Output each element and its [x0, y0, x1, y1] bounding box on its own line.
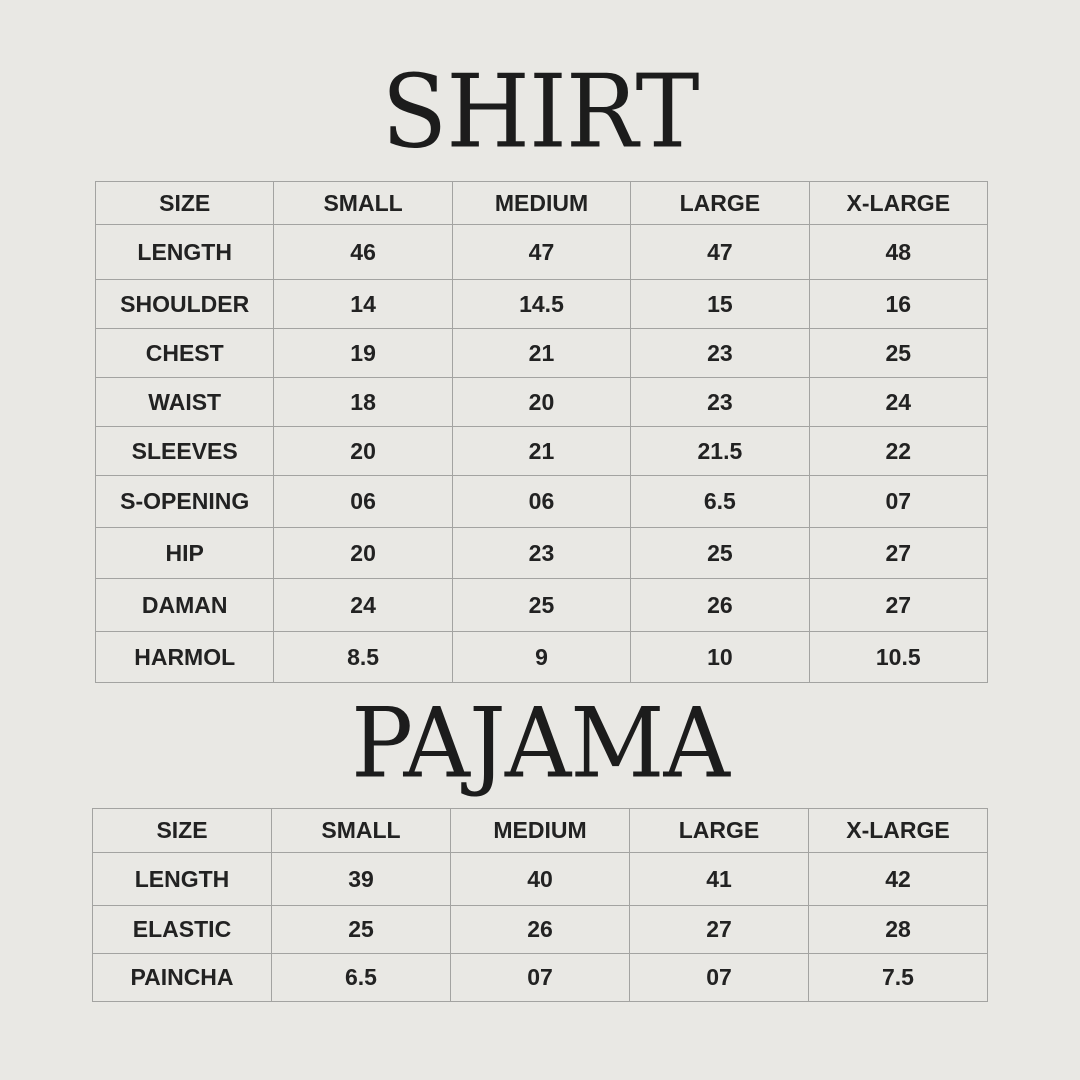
- header-cell: SMALL: [274, 182, 452, 225]
- header-cell: LARGE: [631, 182, 809, 225]
- table-header-row: [96, 182, 988, 225]
- table-cell: 18: [274, 378, 452, 427]
- shirt-title: SHIRT: [381, 53, 699, 171]
- table-cell: 47: [631, 225, 809, 280]
- row-label: PAINCHA: [93, 954, 272, 1002]
- table-cell: 14.5: [452, 280, 630, 329]
- table-cell: 26: [631, 579, 809, 632]
- pajama-title: PAJAMA: [351, 687, 729, 800]
- table-cell: 48: [809, 225, 987, 280]
- row-label: HARMOL: [96, 632, 274, 683]
- table-row: [96, 329, 988, 378]
- table-row: [93, 906, 988, 954]
- table-cell: 9: [452, 632, 630, 683]
- table-cell: 23: [452, 528, 630, 579]
- row-label: SLEEVES: [96, 427, 274, 476]
- shirt-size-table: [95, 181, 988, 683]
- table-cell: 42: [809, 853, 988, 906]
- header-cell: X-LARGE: [809, 182, 987, 225]
- table-cell: 39: [272, 853, 451, 906]
- row-label: HIP: [96, 528, 274, 579]
- table-cell: 22: [809, 427, 987, 476]
- row-label: ELASTIC: [93, 906, 272, 954]
- table-cell: 20: [274, 427, 452, 476]
- row-label: CHEST: [96, 329, 274, 378]
- table-cell: 21: [452, 329, 630, 378]
- table-cell: 26: [451, 906, 630, 954]
- header-cell: LARGE: [630, 809, 809, 853]
- table-cell: 06: [274, 476, 452, 528]
- table-cell: 16: [809, 280, 987, 329]
- table-cell: 21: [452, 427, 630, 476]
- row-label: S-OPENING: [96, 476, 274, 528]
- header-cell: SMALL: [272, 809, 451, 853]
- row-label: WAIST: [96, 378, 274, 427]
- table-cell: 27: [630, 906, 809, 954]
- table-cell: 27: [809, 528, 987, 579]
- table-cell: 23: [631, 329, 809, 378]
- table-cell: 07: [451, 954, 630, 1002]
- table-row: [93, 954, 988, 1002]
- table-cell: 28: [809, 906, 988, 954]
- table-cell: 46: [274, 225, 452, 280]
- table-row: [96, 632, 988, 683]
- table-cell: 07: [809, 476, 987, 528]
- table-cell: 07: [630, 954, 809, 1002]
- row-label: DAMAN: [96, 579, 274, 632]
- table-row: [96, 225, 988, 280]
- table-row: [96, 476, 988, 528]
- table-cell: 15: [631, 280, 809, 329]
- table-row: [96, 579, 988, 632]
- table-cell: 25: [452, 579, 630, 632]
- table-cell: 47: [452, 225, 630, 280]
- table-row: [96, 378, 988, 427]
- table-row: [96, 280, 988, 329]
- header-cell: SIZE: [93, 809, 272, 853]
- table-cell: 21.5: [631, 427, 809, 476]
- table-row: [96, 528, 988, 579]
- table-cell: 25: [631, 528, 809, 579]
- row-label: LENGTH: [96, 225, 274, 280]
- header-cell: X-LARGE: [809, 809, 988, 853]
- table-cell: 41: [630, 853, 809, 906]
- table-cell: 23: [631, 378, 809, 427]
- table-cell: 6.5: [631, 476, 809, 528]
- table-cell: 40: [451, 853, 630, 906]
- table-cell: 24: [809, 378, 987, 427]
- table-cell: 24: [274, 579, 452, 632]
- table-cell: 10: [631, 632, 809, 683]
- header-cell: MEDIUM: [452, 182, 630, 225]
- header-cell: MEDIUM: [451, 809, 630, 853]
- row-label: LENGTH: [93, 853, 272, 906]
- header-cell: SIZE: [96, 182, 274, 225]
- table-row: [96, 427, 988, 476]
- table-cell: 6.5: [272, 954, 451, 1002]
- table-cell: 06: [452, 476, 630, 528]
- table-cell: 14: [274, 280, 452, 329]
- table-row: [93, 853, 988, 906]
- table-cell: 7.5: [809, 954, 988, 1002]
- table-cell: 8.5: [274, 632, 452, 683]
- table-cell: 20: [452, 378, 630, 427]
- table-header-row: [93, 809, 988, 853]
- table-cell: 20: [274, 528, 452, 579]
- table-cell: 19: [274, 329, 452, 378]
- table-cell: 10.5: [809, 632, 987, 683]
- table-cell: 25: [272, 906, 451, 954]
- table-cell: 27: [809, 579, 987, 632]
- pajama-size-table: [92, 808, 988, 1002]
- row-label: SHOULDER: [96, 280, 274, 329]
- table-cell: 25: [809, 329, 987, 378]
